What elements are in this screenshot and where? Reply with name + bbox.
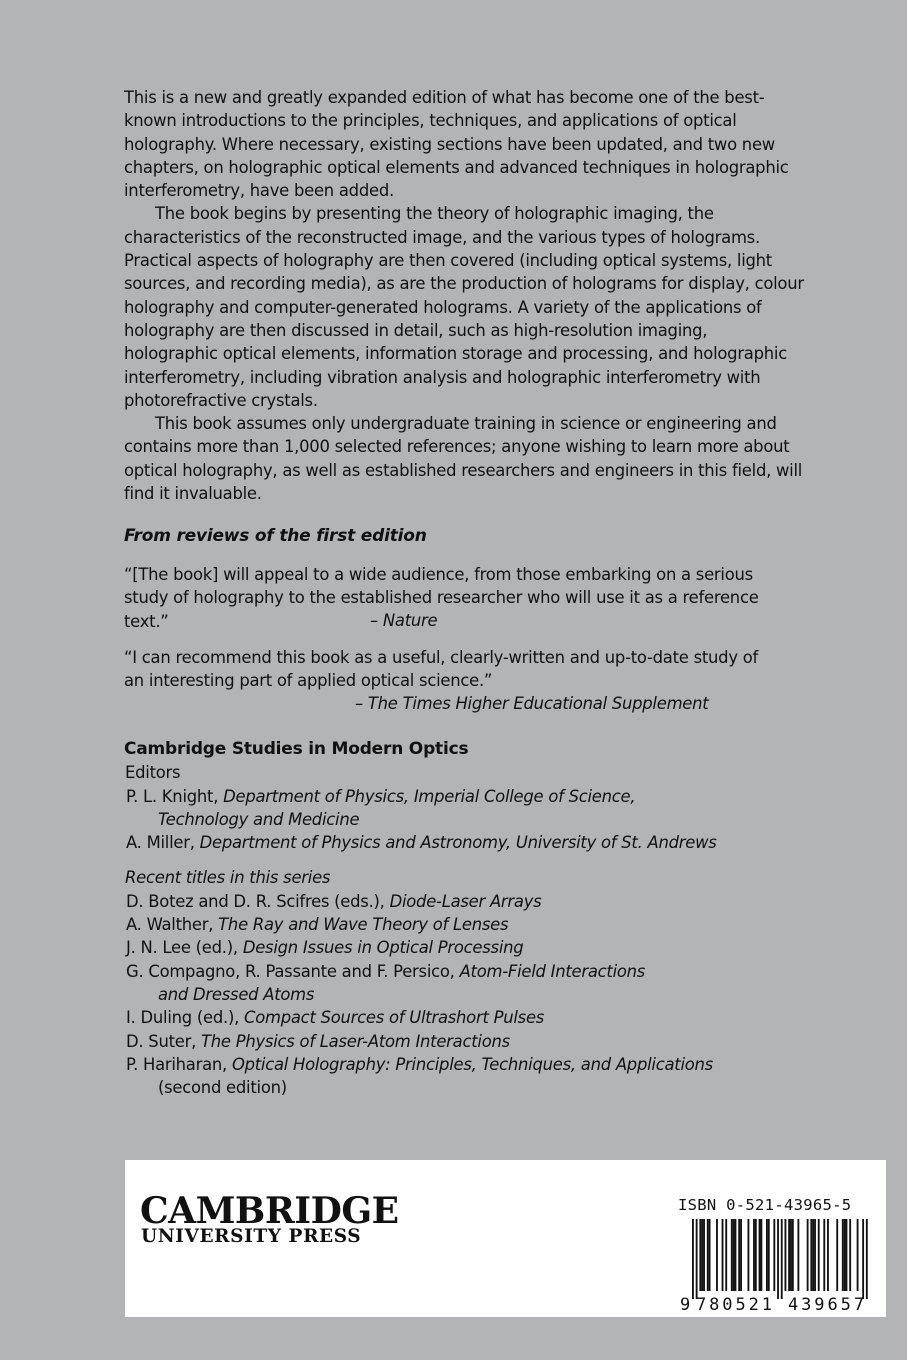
- barcode-bar: [810, 1219, 812, 1291]
- editor-affiliation: Department of Physics and Astronomy, University of St. Andrews: [199, 833, 717, 853]
- editor-entry: [124, 785, 844, 808]
- blurb-paragraph-1: This is a new and greatly expanded edition of what has become one of the best-known introductions to the principles, techniques, and applications of optical holography. Where necessary, existing sections have been updated, and two new chapters, on holographic optical elements and advanced techniques in holographic interferometry, have been added.: [124, 88, 789, 201]
- barcode-bar: [731, 1219, 733, 1291]
- editor-affiliation: Department of Physics, Imperial College of Science,: [223, 786, 636, 806]
- barcode-bar: [844, 1219, 846, 1291]
- barcode-bar: [792, 1219, 794, 1291]
- barcode-bar: [797, 1219, 799, 1291]
- series-title-entry: [124, 936, 844, 959]
- barcode-left-group: 780521: [696, 1295, 772, 1313]
- barcode-bar: [785, 1219, 787, 1291]
- series-book-title-cont: and Dressed Atoms: [158, 984, 315, 1004]
- barcode-bar: [814, 1219, 816, 1291]
- blurb: [124, 86, 804, 505]
- editor-name: P. L. Knight,: [126, 786, 219, 806]
- barcode-bar: [849, 1219, 851, 1291]
- barcode-bar: [738, 1219, 740, 1291]
- review-source-1: – Nature: [370, 611, 438, 630]
- series-book-title: Optical Holography: Principles, Techniques, and Applications: [231, 1054, 713, 1074]
- series-title-entry: [124, 1006, 844, 1029]
- barcode-bar: [707, 1219, 709, 1291]
- series-book-title: The Ray and Wave Theory of Lenses: [218, 915, 509, 935]
- barcode-bar: [790, 1219, 792, 1291]
- barcode-bar: [788, 1219, 790, 1291]
- publisher-panel: [125, 1160, 886, 1317]
- series-title-entry: [124, 1053, 844, 1076]
- barcode-bar: [866, 1219, 868, 1299]
- review-source-2: – The Times Higher Educational Supplement: [355, 694, 709, 713]
- series-author: D. Suter,: [126, 1031, 197, 1051]
- barcode-bar: [716, 1219, 718, 1291]
- barcode-bar: [818, 1219, 820, 1291]
- barcode-bar: [725, 1219, 727, 1291]
- barcode-bars: [692, 1219, 868, 1299]
- blurb-paragraph-2: The book begins by presenting the theory of holographic imaging, the characteristics of the reconstructed image, and the various types of holograms. Practical aspects of holography are then covered (including optical systems, light sources, and recording media), as are the production of holograms for display, colour holography and computer-generated holograms. A variety of the applications of holography are then discussed in detail, such as high-resolution imaging, holographic optical elements, information storage and processing, and holographic interferometry, including vibration analysis and holographic interferometry with photorefractive crystals.: [124, 204, 804, 410]
- series-book-title: Design Issues in Optical Processing: [242, 938, 524, 958]
- barcode-bar: [699, 1219, 701, 1291]
- barcode-bar: [857, 1219, 859, 1291]
- series-author: J. N. Lee (ed.),: [126, 938, 238, 958]
- review-quote-text: “I can recommend this book as a useful, clearly-written and up-to-date study of an interesting part of applied optical science.”: [124, 648, 759, 691]
- editor-entry: [124, 831, 844, 854]
- barcode-bar: [846, 1219, 848, 1291]
- series-author: G. Compagno, R. Passante and F. Persico,: [126, 961, 455, 981]
- review-quote-text: “[The book] will appeal to a wide audience, from those embarking on a serious study of holography to the established researcher who will use it as a reference text.”: [124, 565, 759, 631]
- series-title-entry: [124, 890, 844, 913]
- series-book-title: Atom-Field Interactions: [459, 961, 646, 981]
- review-quote-2: [124, 646, 824, 693]
- barcode-bar: [748, 1219, 750, 1291]
- barcode-bar: [777, 1219, 779, 1299]
- editors-label: Editors: [125, 763, 181, 783]
- barcode-bar: [696, 1219, 698, 1299]
- barcode-bar: [823, 1219, 825, 1291]
- series-title-entry: [124, 1030, 844, 1053]
- barcode-bar: [701, 1219, 703, 1291]
- editor-affiliation-cont: Technology and Medicine: [158, 809, 360, 829]
- barcode-bar: [827, 1219, 829, 1291]
- barcode-bar: [768, 1219, 770, 1291]
- barcode-right-group: 439657: [788, 1295, 864, 1313]
- barcode-bar: [766, 1219, 768, 1291]
- barcode-bar: [836, 1219, 838, 1291]
- barcode-bar: [760, 1219, 762, 1291]
- barcode-bar: [740, 1219, 742, 1291]
- recent-titles-label: Recent titles in this series: [125, 868, 331, 888]
- isbn-label: ISBN 0-521-43965-5: [678, 1196, 852, 1214]
- series-author: D. Botez and D. R. Scifres (eds.),: [126, 891, 385, 911]
- barcode-bar: [842, 1219, 844, 1291]
- barcode-bar: [733, 1219, 735, 1291]
- series-author: P. Hariharan,: [126, 1054, 227, 1074]
- barcode-bar: [703, 1219, 705, 1291]
- series-title: Cambridge Studies in Modern Optics: [124, 739, 469, 759]
- barcode-bar: [773, 1219, 775, 1291]
- series-title-entry: [124, 913, 844, 936]
- editor-name: A. Miller,: [126, 833, 195, 853]
- series-author: I. Duling (ed.),: [126, 1008, 240, 1028]
- barcode-bar: [862, 1219, 864, 1299]
- barcode-bar: [692, 1219, 694, 1299]
- barcode-bar: [781, 1219, 783, 1299]
- barcode-bar: [812, 1219, 814, 1291]
- series-book-title: Diode-Laser Arrays: [389, 891, 542, 911]
- series-book-title: Compact Sources of Ultrashort Pulses: [244, 1008, 545, 1028]
- review-quote-1: [124, 563, 824, 633]
- barcode-bar: [722, 1219, 724, 1291]
- series-author: A. Walther,: [126, 915, 214, 935]
- publisher-logo: CAMBRIDGE: [140, 1190, 399, 1232]
- blurb-paragraph-3: This book assumes only undergraduate training in science or engineering and contains more than 1,000 selected references; anyone wishing to learn more about optical holography, as well as established researchers and engineers in this field, will find it invaluable.: [124, 414, 803, 504]
- barcode-bar: [759, 1219, 761, 1291]
- barcode-bar: [709, 1219, 711, 1291]
- barcode-bar: [755, 1219, 757, 1291]
- series-section: [124, 738, 844, 1099]
- barcode-bar: [807, 1219, 809, 1291]
- series-book-title: The Physics of Laser-Atom Interactions: [201, 1031, 510, 1051]
- barcode: [678, 1219, 873, 1313]
- barcode-lead-digit: 9: [680, 1295, 691, 1313]
- barcode-bar: [735, 1219, 737, 1291]
- series-title-entry: [124, 960, 844, 983]
- publisher-logo-sub: UNIVERSITY PRESS: [141, 1226, 362, 1247]
- series-edition-note: (second edition): [158, 1078, 287, 1098]
- barcode-bar: [753, 1219, 755, 1291]
- reviews-heading: From reviews of the first edition: [124, 526, 427, 546]
